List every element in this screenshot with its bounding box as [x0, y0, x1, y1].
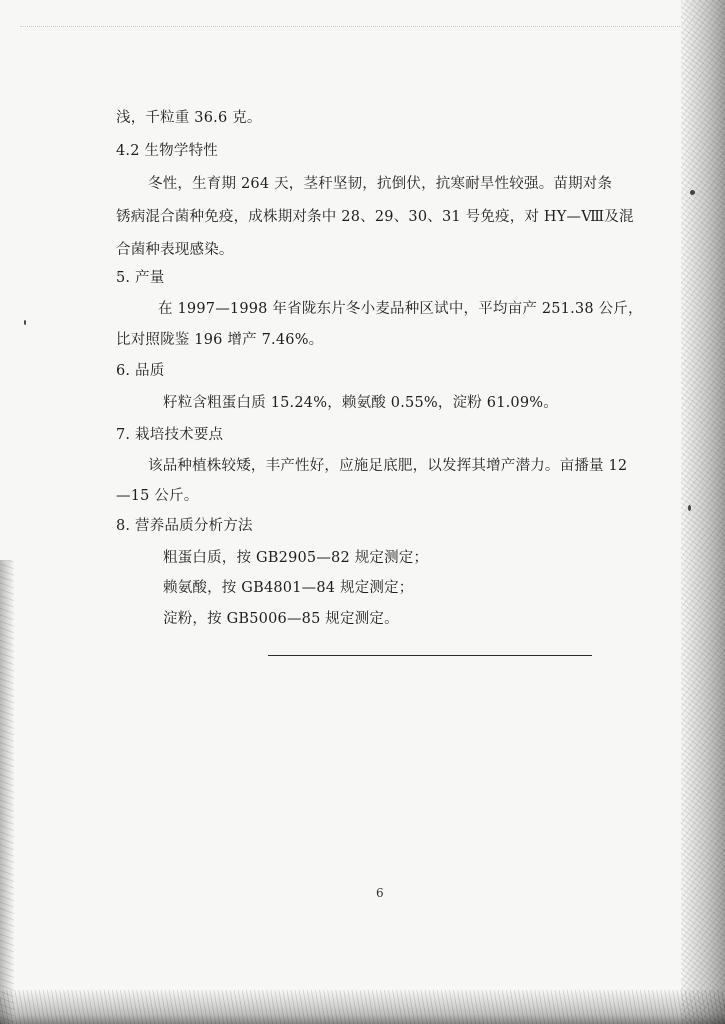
text-line-10: 籽粒含粗蛋白质 15.24%，赖氨酸 0.55%，淀粉 61.09%。 — [163, 395, 558, 411]
scan-edge-bottom — [0, 990, 725, 1024]
heading-biological-traits: 4.2 生物学特性 — [116, 143, 218, 159]
scan-speck — [24, 320, 26, 325]
heading-yield: 5. 产量 — [116, 270, 165, 286]
text-line-4: 锈病混合菌种免疫，成株期对条中 28、29、30、31 号免疫，对 HY—Ⅷ及混 — [116, 209, 634, 225]
page-number: 6 — [376, 886, 384, 900]
text-line-3: 冬性，生育期 264 天，茎秆坚韧，抗倒伏，抗寒耐旱性较强。苗期对条 — [148, 176, 613, 192]
scan-speck — [690, 190, 695, 195]
method-protein: 粗蛋白质，按 GB2905—82 规定测定； — [163, 550, 429, 566]
text-line-12: 该品种植株较矮，丰产性好，应施足底肥，以发挥其增产潜力。亩播量 12 — [148, 458, 628, 474]
method-starch: 淀粉，按 GB5006—85 规定测定。 — [163, 611, 399, 627]
text-line-5: 合菌种表现感染。 — [116, 242, 234, 258]
heading-analysis-methods: 8. 营养品质分析方法 — [116, 518, 253, 534]
text-line-7: 在 1997—1998 年省陇东片冬小麦品种区试中，平均亩产 251.38 公斤， — [158, 301, 643, 317]
heading-quality: 6. 品质 — [116, 363, 165, 379]
method-lysine: 赖氨酸，按 GB4801—84 规定测定； — [163, 580, 414, 596]
section-divider — [268, 655, 592, 656]
scan-artifact-line — [20, 26, 680, 28]
scan-edge-left — [0, 560, 14, 1024]
scan-speck — [688, 505, 691, 511]
text-line-13: —15 公斤。 — [116, 488, 199, 504]
text-line-1: 浅，千粒重 36.6 克。 — [116, 110, 262, 126]
scan-edge-right — [681, 0, 725, 1024]
heading-cultivation: 7. 栽培技术要点 — [116, 427, 224, 443]
text-line-8: 比对照陇鉴 196 增产 7.46%。 — [116, 332, 324, 348]
